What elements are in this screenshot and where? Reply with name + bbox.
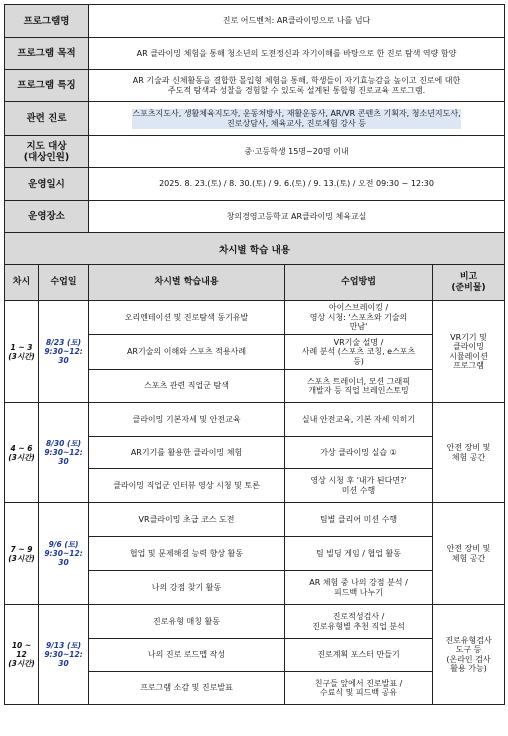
teaching-method-line: 친구들 앞에서 진로발표 / — [314, 678, 403, 688]
materials-note-line: 안전 장비 및 — [446, 443, 491, 452]
info-row — [5, 70, 505, 102]
schedule-row — [5, 503, 505, 537]
session-date-line: 8/23 (토) — [45, 338, 82, 347]
column-header-note-line: (준비물) — [451, 282, 486, 293]
schedule-section-title: 차시별 학습 내용 — [5, 233, 505, 265]
info-label-line: 프로그램 특징 — [17, 80, 76, 91]
column-header-note — [433, 265, 505, 301]
learning-content-line: AR기기를 활용한 클라이밍 체험 — [130, 447, 243, 457]
learning-content — [89, 503, 285, 537]
teaching-method-line: 등) — [353, 356, 364, 366]
info-label-line: 운영장소 — [28, 211, 65, 222]
session-range-line: (3시간) — [8, 452, 35, 462]
learning-content-line: VR클라이밍 초급 코스 도전 — [138, 514, 235, 524]
materials-note-line: 체험 공간 — [451, 452, 486, 462]
materials-note-line: 시뮬레이션 — [449, 351, 488, 361]
learning-content-line: 진로유형 매칭 활동 — [153, 616, 220, 626]
learning-content — [89, 335, 285, 370]
learning-content — [89, 537, 285, 571]
program-plan-document — [4, 4, 504, 733]
session-date — [39, 605, 89, 705]
learning-content-line: 클라이밍 기본자세 및 안전교육 — [132, 414, 241, 424]
learning-content — [89, 672, 285, 705]
materials-note — [433, 301, 505, 403]
learning-content-line: 클라이밍 직업군 인터뷰 영상 시청 및 토론 — [113, 480, 260, 490]
info-label — [5, 168, 89, 201]
info-label-line: 관련 진로 — [26, 113, 67, 124]
info-value-line: 2025. 8. 23.(토) / 8. 30.(토) / 9. 6.(토) / 9. 13.(토) / 오전 09:30 ~ 12:30 — [159, 179, 434, 188]
info-label — [5, 201, 89, 233]
highlighted-text — [132, 109, 460, 129]
learning-content — [89, 301, 285, 335]
materials-note-line: 활용 가능) — [450, 664, 487, 673]
teaching-method — [285, 403, 433, 437]
teaching-method-line: 가상 클라이밍 실습 ① — [320, 447, 397, 457]
teaching-method-line: 수료식 및 피드백 공유 — [319, 688, 398, 697]
teaching-method — [285, 469, 433, 503]
teaching-method-line: 사례 분석 (스포츠 코칭, e스포츠 — [301, 347, 416, 357]
teaching-method-line: 미션 수행 — [341, 485, 376, 495]
info-value-line: AR 클라이밍 체험을 통해 청소년의 도전정신과 자기이해를 바탕으로 한 진로 탐색 역량 함양 — [136, 48, 457, 58]
schedule-row — [5, 605, 505, 639]
info-row — [5, 136, 505, 168]
learning-content-line: 오리엔테이션 및 진로탐색 동기유발 — [124, 312, 249, 322]
session-date-line: 9:30~12: — [44, 448, 83, 457]
session-date-line: 9:30~12: — [44, 347, 83, 356]
info-label — [5, 70, 89, 102]
schedule-row — [5, 403, 505, 437]
learning-content-line: 스포츠 관련 직업군 탐색 — [144, 381, 229, 391]
info-value-line: 진로상담사, 체육교사, 진로체험 강사 등 — [227, 118, 366, 128]
learning-content-line: 나의 진로 로드맵 작성 — [147, 650, 226, 660]
teaching-method — [285, 370, 433, 403]
teaching-method — [285, 437, 433, 469]
info-label-line: 프로그램 목적 — [17, 48, 76, 59]
learning-content — [89, 571, 285, 605]
materials-note-line: 클라이밍 — [453, 342, 484, 351]
info-row — [5, 5, 505, 38]
session-range-line: (3시간) — [8, 351, 35, 361]
info-value — [89, 136, 505, 168]
program-plan-table — [4, 4, 505, 705]
session-range — [5, 403, 39, 503]
session-range-line: (3시간) — [8, 659, 35, 668]
session-range — [5, 605, 39, 705]
info-value — [89, 38, 505, 70]
column-header-session: 차시 — [5, 265, 39, 301]
materials-note-line: 프로그램 — [453, 361, 484, 370]
teaching-method-line: 영상 시청: '스포츠와 기술의 — [309, 312, 408, 322]
column-header-method: 수업방법 — [285, 265, 433, 301]
session-date-line: 9/13 (토) — [45, 641, 82, 650]
session-range — [5, 503, 39, 605]
teaching-method-line: 개발자 등 직업 브레인스토밍 — [308, 386, 409, 395]
session-range-line: 7 ~ 9 — [10, 544, 33, 554]
materials-note — [433, 403, 505, 503]
materials-note-line: 진로유형검사 — [445, 635, 492, 645]
info-value-line: 중·고등학생 15명~20명 이내 — [244, 146, 349, 156]
info-label-line: 지도 대상 — [26, 140, 67, 152]
info-row — [5, 102, 505, 136]
materials-note-line: VR기기 및 — [450, 332, 487, 342]
column-header-note-line: 비고 — [459, 271, 478, 282]
session-date-line: 30 — [58, 558, 69, 567]
info-label — [5, 5, 89, 38]
learning-content-line: 나의 강점 찾기 활동 — [151, 582, 222, 592]
session-range-line: 12 — [16, 650, 27, 659]
info-label — [5, 136, 89, 168]
session-range — [5, 301, 39, 403]
teaching-method — [285, 639, 433, 672]
learning-content-line: 협업 및 문제해결 능력 향상 활동 — [129, 548, 244, 558]
session-range-line: 4 ~ 6 — [10, 443, 33, 453]
info-row — [5, 201, 505, 233]
materials-note-line: 체험 공간 — [451, 553, 486, 563]
teaching-method-line: 팀 빌딩 게임 / 협업 활동 — [316, 548, 401, 558]
info-value — [89, 168, 505, 201]
materials-note-line: 안전 장비 및 — [446, 544, 491, 553]
teaching-method-line: 스포츠 트레이너, 모션 그래픽 — [307, 376, 410, 386]
learning-content — [89, 403, 285, 437]
learning-content — [89, 605, 285, 639]
session-date-line: 30 — [58, 356, 69, 365]
info-value-line: 진로 어드벤처: AR클라이밍으로 나를 넘다 — [222, 16, 371, 25]
learning-content-line: AR기술의 이해와 스포츠 적용사례 — [126, 347, 247, 357]
materials-note-line: (온라인 검사 — [446, 654, 491, 664]
session-date-line: 9/6 (토) — [48, 540, 79, 549]
info-value-line: 스포츠지도사, 생활체육지도자, 운동처방사, 재활운동사, AR/VR 콘텐츠 기획자, 청소년지도사, — [132, 108, 461, 118]
teaching-method — [285, 301, 433, 335]
teaching-method — [285, 672, 433, 705]
materials-note — [433, 503, 505, 605]
learning-content-line: 프로그램 소감 및 진로발표 — [140, 683, 233, 693]
column-header-content: 차시별 학습내용 — [89, 265, 285, 301]
session-range-line: (3시간) — [8, 553, 35, 563]
session-date — [39, 301, 89, 403]
teaching-method — [285, 571, 433, 605]
learning-content — [89, 469, 285, 503]
teaching-method-line: 팀별 클리어 미션 수행 — [319, 514, 398, 524]
teaching-method-line: 진로계획 포스터 만들기 — [317, 650, 400, 660]
session-range-line: 10 ~ — [11, 641, 32, 650]
materials-note — [433, 605, 505, 705]
schedule-column-header-row — [5, 265, 505, 301]
learning-content — [89, 639, 285, 672]
teaching-method — [285, 605, 433, 639]
teaching-method-line: AR 체험 중 나의 강점 분석 / — [309, 578, 408, 587]
session-date-line: 30 — [58, 457, 69, 466]
learning-content — [89, 370, 285, 403]
schedule-row — [5, 301, 505, 335]
info-value — [89, 70, 505, 102]
info-value — [89, 5, 505, 38]
teaching-method-line: 만남' — [349, 322, 368, 332]
learning-content — [89, 437, 285, 469]
teaching-method — [285, 335, 433, 370]
teaching-method-line: 진로유형별 추천 직업 분석 — [312, 621, 405, 631]
info-label-line: 운영일시 — [28, 178, 65, 190]
info-value-line: 창의경영고등학교 AR클라이밍 체육교실 — [226, 211, 367, 221]
session-date — [39, 403, 89, 503]
info-value — [89, 102, 505, 136]
teaching-method — [285, 503, 433, 537]
info-row — [5, 38, 505, 70]
session-date-line: 30 — [58, 659, 69, 668]
teaching-method-line: 피드백 나누기 — [334, 587, 383, 597]
teaching-method-line: 영상 시청 후 '내가 된다면?' — [310, 476, 407, 485]
session-date-line: 9:30~12: — [44, 549, 83, 558]
materials-note-line: 도구 등 — [455, 645, 482, 654]
schedule-section-header — [5, 233, 505, 265]
info-value — [89, 201, 505, 233]
teaching-method-line: 진로적성검사 / — [332, 612, 385, 621]
info-value-line: AR 기술과 신체활동을 결합한 몰입형 체험을 통해, 학생들이 자기효능감을 높이고 진로에 대한 — [132, 75, 461, 85]
info-label — [5, 102, 89, 136]
teaching-method-line: 실내 안전교육, 기본 자세 익히기 — [301, 414, 416, 424]
session-date-line: 9:30~12: — [44, 650, 83, 659]
teaching-method-line: 아이스브레이킹 / — [328, 303, 389, 313]
info-label-line: 프로그램명 — [23, 15, 70, 27]
teaching-method — [285, 537, 433, 571]
column-header-date: 수업일 — [39, 265, 89, 301]
info-row — [5, 168, 505, 201]
session-date — [39, 503, 89, 605]
info-value-line: 주도적 탐색과 성찰을 경험할 수 있도록 설계된 통합형 진로교육 프로그램. — [167, 85, 426, 95]
info-label-line: (대상인원) — [23, 151, 70, 163]
session-date-line: 8/30 (토) — [45, 439, 82, 448]
session-range-line: 1 ~ 3 — [10, 342, 33, 352]
info-label — [5, 38, 89, 70]
teaching-method-line: VR기술 설명 / — [333, 337, 384, 347]
